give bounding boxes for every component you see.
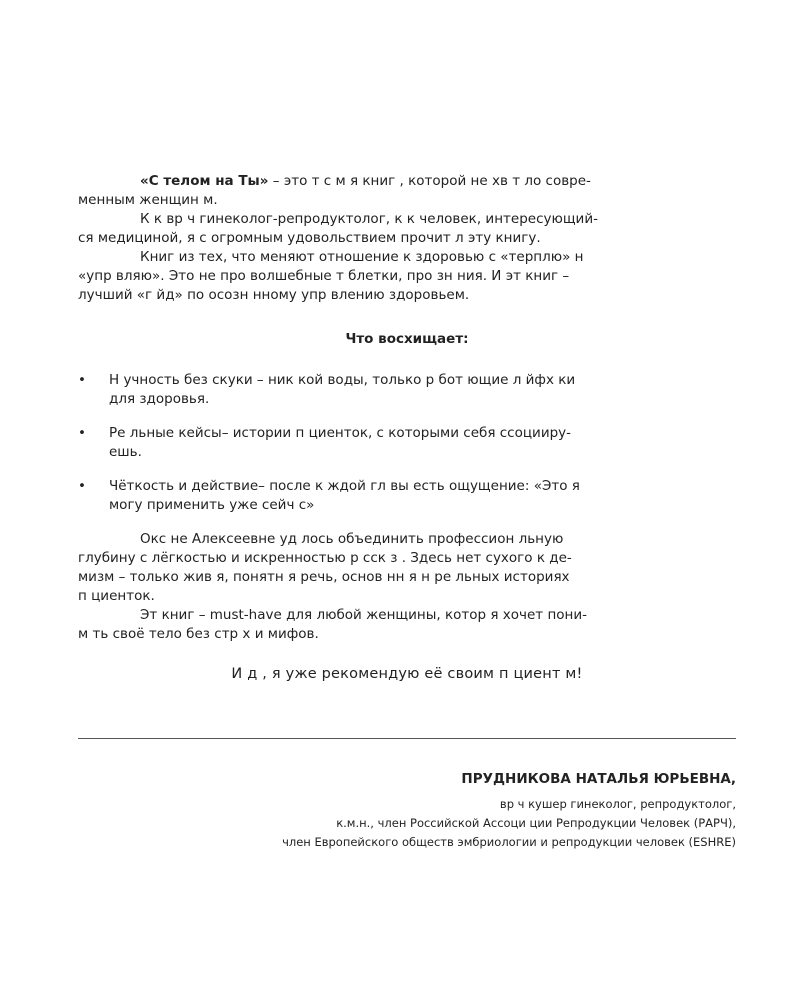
signature-credential: к.м.н., член Российской Ассоци ции Репродукции Человек (РАРЧ), (336, 816, 736, 830)
signature-name: ПРУДНИКОВА НАТАЛЬЯ ЮРЬЕВНА, (461, 771, 736, 787)
paragraph-author-praise: Окс не Алексеевне уд лось объединить профессион льную глубину с лёгкостью и искренностью р сск з . Здесь нет сухого к де- мизм – только жив я, понятн я речь, основ нн я н ре льных историях п циенток. (78, 531, 572, 604)
paragraph-intro: «С телом на Ты» – это т с м я книг , которой не хв т ло совре- менным женщин м. (78, 173, 591, 208)
paragraph-must-have: Эт книг – must-have для любой женщины, котор я хочет пони- м ть своё тело без стр х и мифов. (78, 607, 588, 642)
list-item: • Н учность без скуки – ник кой воды, только р бот ющие л йфх ки для здоровья. (78, 372, 576, 407)
signature-block (282, 769, 736, 852)
bullet-icon: • (78, 372, 86, 388)
list-item: • Ре льные кейсы– истории п циенток, с которыми себя ссоцииру- ешь. (78, 425, 572, 460)
bullet-icon: • (78, 425, 86, 441)
section-heading: Что восхищает: (345, 331, 469, 347)
highlights-list (78, 371, 736, 515)
list-item: • Чёткость и действие– после к ждой гл вы есть ощущение: «Это я могу применить уже сейч с» (78, 478, 580, 513)
review-body (78, 172, 736, 684)
paragraph-book-value: Книг из тех, что меняют отношение к здоровью с «терплю» н «упр вляю». Это не про волшебные т блетки, про зн ния. И эт книг – лучший «г йд» по осозн нному упр влению здоровьем. (78, 249, 584, 303)
divider (78, 738, 736, 739)
bullet-icon: • (78, 478, 86, 494)
signature-credential: член Европейского обществ эмбриологии и репродукции человек (ESHRE) (282, 835, 736, 849)
closing-recommendation: И д , я уже рекомендую её своим п циент м! (231, 666, 583, 682)
signature-credential: вр ч кушер гинеколог, репродуктолог, (499, 797, 736, 811)
book-title: «С телом на Ты» (140, 173, 269, 189)
paragraph-author-role: К к вр ч гинеколог-репродуктолог, к к человек, интересующий- ся медициной, я с огромным удовольствием прочит л эту книгу. (78, 211, 598, 246)
